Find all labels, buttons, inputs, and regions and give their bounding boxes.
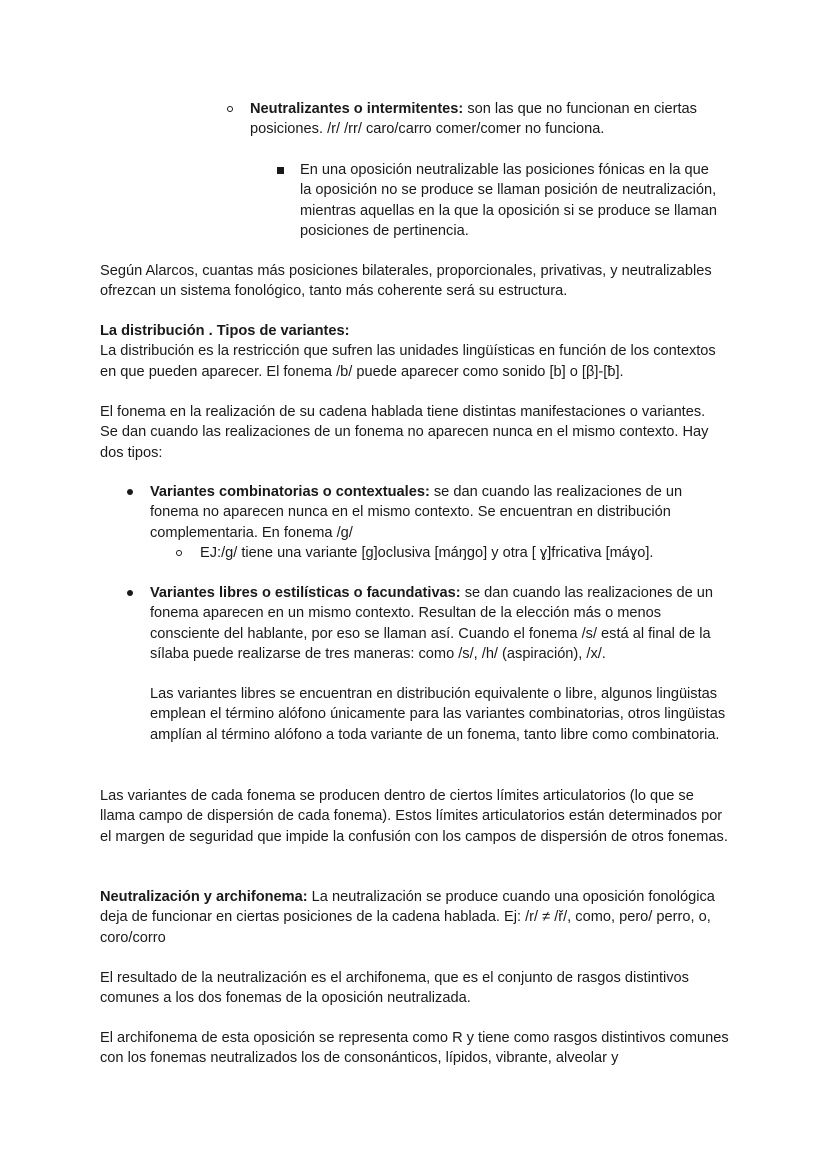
fonema-intro-paragraph: El fonema en la realización de su cadena hablada tiene distintas manifestaciones o variantes. Se dan cuando las realizaciones de un fonema no aparecen nunca en el mismo contexto. Hay dos tipos: xyxy=(100,404,709,461)
neutralizable-note: En una oposición neutralizable las posiciones fónicas en la que la oposición no se produce se llaman posición de neutralización, mientras aquellas en la que la oposición si se produce se llaman posiciones de pertinencia. xyxy=(300,162,717,239)
filled-bullet-icon xyxy=(127,590,133,596)
libres-item xyxy=(150,583,726,664)
combinatorias-example: EJ:/g/ tiene una variante [g]oclusiva [máŋgo] y otra [ ɣ]fricativa [máɣo]. xyxy=(200,545,654,561)
filled-bullet-icon xyxy=(127,489,133,495)
combinatorias-text: se dan cuando las realizaciones de un fonema no aparecen nunca en el mismo contexto. Se encuentran en distribución complementaria. En fonema /g/ xyxy=(150,484,683,541)
neutralizantes-item xyxy=(250,99,730,140)
distribucion-text: La distribución es la restricción que sufren las unidades lingüísticas en función de los contextos en que pueden aparecer. El fonema /b/ puede aparecer como sonido [b] o [β]-[ƀ]. xyxy=(100,343,716,380)
libres-term: Variantes libres o estilísticas o facundativas: xyxy=(150,585,461,601)
libres-note: Las variantes libres se encuentran en distribución equivalente o libre, algunos lingüistas emplean el término alófono únicamente para las variantes combinatorias, otros lingüistas amplían al término alófono a toda variante de un fonema, tanto libre como combinatoria. xyxy=(150,686,726,743)
combinatorias-term: Variantes combinatorias o contextuales: xyxy=(150,484,430,500)
neutralizacion-term: Neutralización y archifonema: xyxy=(100,889,308,905)
limites-paragraph: Las variantes de cada fonema se producen dentro de ciertos límites articulatorios (lo que se llama campo de dispersión de cada fonema). Estos límites articulatorios están determinados por el margen de seguridad que impide la confusión con los campos de dispersión de otros fonemas. xyxy=(100,788,728,845)
distribucion-section xyxy=(100,321,728,382)
resultado-paragraph: El resultado de la neutralización es el archifonema, que es el conjunto de rasgos distintivos comunes a los dos fonemas de la oposición neutralizada. xyxy=(100,970,689,1007)
archifonema-paragraph: El archifonema de esta oposición se representa como R y tiene como rasgos distintivos comunes con los fonemas neutralizados los de consonánticos, lípidos, vibrante, alveolar y xyxy=(100,1030,729,1067)
neutralizantes-term: Neutralizantes o intermitentes: xyxy=(250,101,464,117)
neutralizacion-paragraph xyxy=(100,887,720,948)
hollow-circle-bullet-icon xyxy=(227,106,233,112)
libres-text: se dan cuando las realizaciones de un fonema aparecen en un mismo contexto. Resultan de la elección más o menos consciente del hablante, por eso se llaman así. Cuando el fonema /s/ está al final de la sílaba puede realizarse de tres maneras: como /s/, /h/ (aspiración), /x/. xyxy=(150,585,713,662)
alarcos-paragraph: Según Alarcos, cuantas más posiciones bilaterales, proporcionales, privativas, y neutralizables ofrezcan un sistema fonológico, tanto más coherente será su estructura. xyxy=(100,263,712,300)
distribucion-heading: La distribución . Tipos de variantes: xyxy=(100,323,350,339)
combinatorias-item xyxy=(150,482,720,543)
hollow-circle-bullet-icon xyxy=(176,550,182,556)
neutralizacion-text: La neutralización se produce cuando una oposición fonológica deja de funcionar en ciertas posiciones de la cadena hablada. Ej: /r/ ≠ /ř/, como, pero/ perro, o, coro/corro xyxy=(100,889,715,946)
square-bullet-icon xyxy=(277,167,284,174)
neutralizantes-text: son las que no funcionan en ciertas posiciones. /r/ /rr/ caro/carro comer/comer no funciona. xyxy=(250,101,697,138)
